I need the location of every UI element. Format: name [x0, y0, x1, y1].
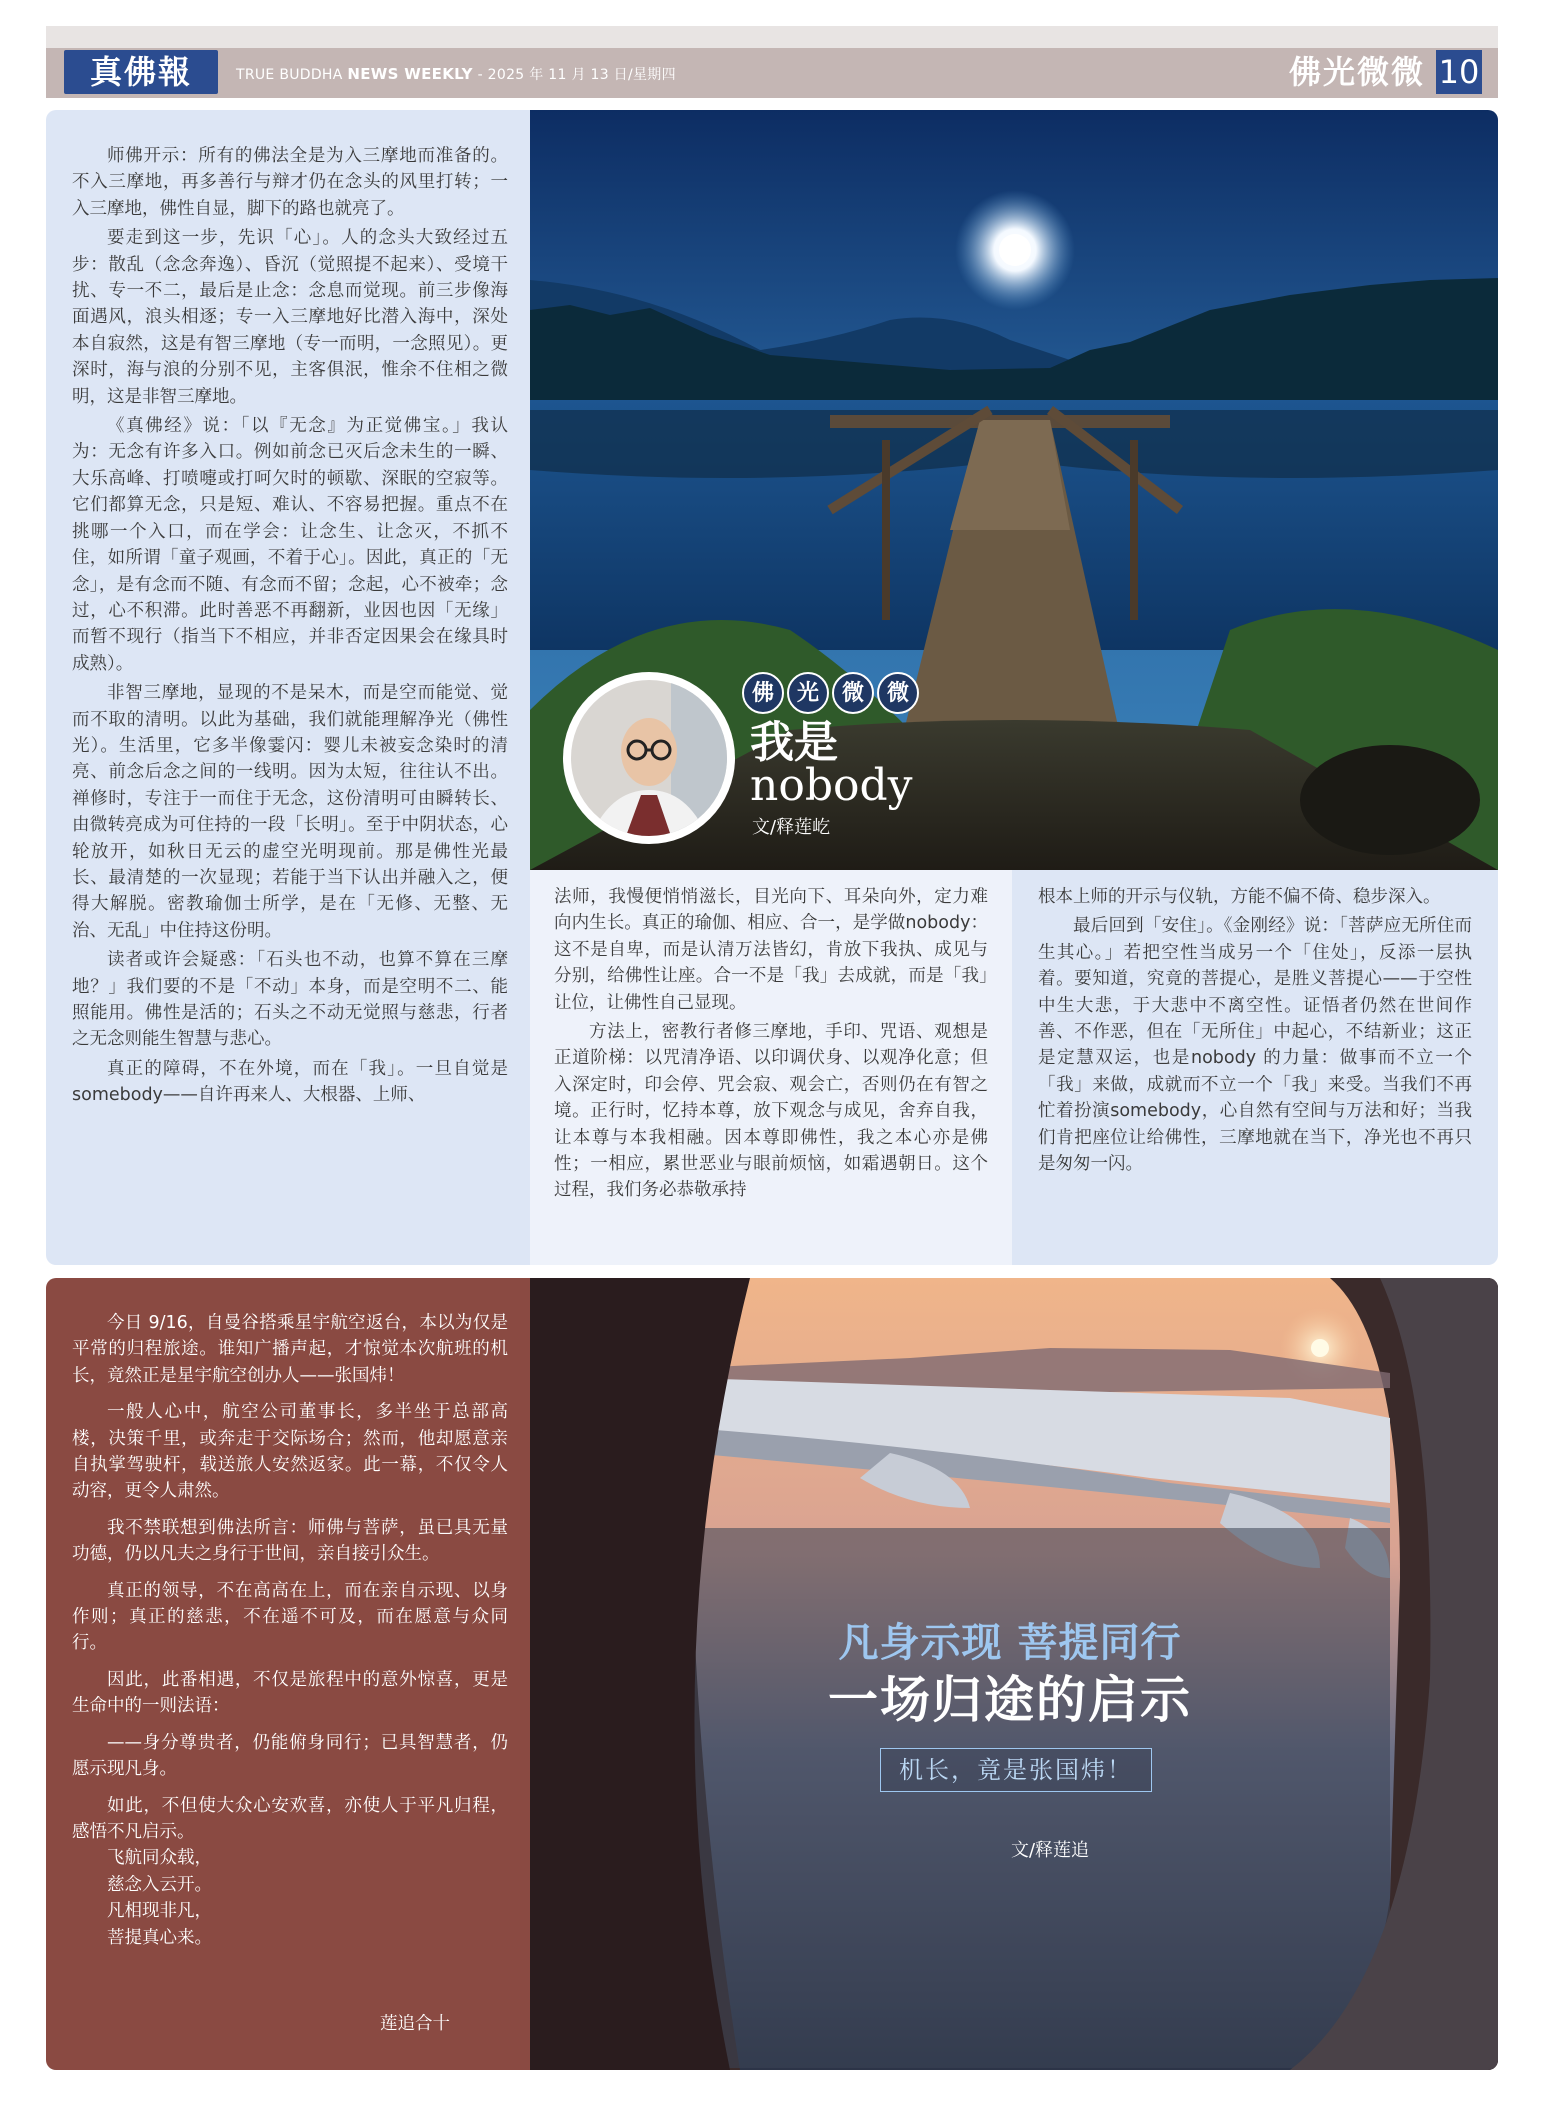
- paragraph: 非智三摩地，显现的不是呆木，而是空而能觉、觉而不取的清明。以此为基础，我们就能理解净光（佛性光）。生活里，它多半像霎闪：婴儿未被妄念染时的清亮、前念后念之间的一线明。因为太短，往往认不出。禅修时，专注于一而住于无念，这份清明可由瞬转长、由微转亮成为可住持的一段「长明」。至于中阴状态，心轮放开，如秋日无云的虚空光明现前。那是佛性光最长、最清楚的一次显现；若能于当下认出并融入之，便得大解脱。密教瑜伽士所学，是在「无修、无整、无治、无乱」中住持这份明。: [72, 683, 508, 941]
- paragraph: 真正的领导，不在高高在上，而在亲自示现、以身作则；真正的慈悲，不在遥不可及，而在愿意与众同行。: [72, 1580, 508, 1654]
- article2-author: 文/释莲追: [1010, 1840, 1090, 1861]
- paragraph: 方法上，密教行者修三摩地，手印、咒语、观想是正道阶梯：以咒清净语、以印调伏身、以观净化意；但入深定时，印会停、咒会寂、观会亡，否则仍在有智之境。正行时，忆持本尊，放下观念与成见，舍弃自我，让本尊与本我相融。因本尊即佛性，我之本心亦是佛性；一相应，累世恶业与眼前烦恼，如霜遇朝日。这个过程，我们务必恭敬承持: [554, 1022, 988, 1201]
- poem-line: 飞航同众载，: [107, 1848, 212, 1869]
- poem-line: 菩提真心来。: [107, 1927, 212, 1948]
- series-badges: [742, 672, 922, 714]
- article1-column-2: [554, 884, 988, 1204]
- series-badge: 光: [787, 672, 829, 714]
- paragraph: 法师，我慢便悄悄滋长，目光向下、耳朵向外，定力难向内生长。真正的瑜伽、相应、合一，是学做nobody：这不是自卑，而是认清万法皆幻，肯放下我执、成见与分别，给佛性让座。合一不是「我」去成就，而是「我」让位，让佛性自己显现。: [554, 887, 988, 1013]
- poem-line: 凡相现非凡，: [107, 1901, 212, 1922]
- article2-subtitle: 机长，竟是张国炜！: [880, 1748, 1152, 1792]
- article1-title-line2: nobody: [750, 760, 913, 811]
- paragraph: 读者或许会疑惑：「石头也不动，也算不算在三摩地？」我们要的不是「不动」本身，而是空明不二、能照能用。佛性是活的；石头之不动无觉照与慈悲，行者之无念则能生智慧与悲心。: [72, 950, 508, 1050]
- article2-title-line1: 凡身示现 菩提同行: [838, 1619, 1182, 1666]
- article2-signature: 莲追合十: [380, 2014, 450, 2034]
- series-badge: 微: [877, 672, 919, 714]
- paragraph: 如此，不但使大众心安欢喜，亦使人于平凡归程，感悟不凡启示。: [72, 1795, 508, 1842]
- paragraph: 因此，此番相遇，不仅是旅程中的意外惊喜，更是生命中的一则法语：: [72, 1669, 508, 1717]
- paragraph: 根本上师的开示与仪轨，方能不偏不倚、稳步深入。: [1038, 887, 1441, 907]
- paragraph: ——身分尊贵者，仍能俯身同行；已具智慧者，仍愿示现凡身。: [72, 1732, 508, 1780]
- paragraph: 最后回到「安住」。《金刚经》说：「菩萨应无所住而生其心。」若把空性当成另一个「住处」，反添一层执着。要知道，究竟的菩提心，是胜义菩提心——于空性中生大悲，于大悲中不离空性。证悟者仍然在世间作善、不作恶，但在「无所住」中起心，不结新业；这正是定慧双运，也是nobody 的力量：做事而不立一个「我」来做，成就而不立一个「我」来受。当我们不再忙着扮演somebody，心自然有空间与万法和好；当我们肯把座位让给佛性，三摩地就在当下，净光也不再只是匆匆一闪。: [1038, 916, 1472, 1175]
- paragraph: 真正的障碍，不在外境，而在「我」。一旦自觉是somebody——自许再来人、大根器、上师、: [72, 1058, 508, 1106]
- paragraph: 《真佛经》说：「以『无念』为正觉佛宝。」我认为：无念有许多入口。例如前念已灭后念未生的一瞬、大乐高峰、打喷嚏或打呵欠时的顿歇、深眠的空寂等。它们都算无念，只是短、难认、不容易把握。重点不在挑哪一个入口，而在学会：让念生、让念灭，不抓不住，如所谓「童子观画，不着于心」。因此，真正的「无念」，是有念而不随、有念而不留；念起，心不被牵；念过，心不积滞。此时善恶不再翻新，业因也因「无缘」而暂不现行（指当下不相应，并非否定因果会在缘具时成熟）。: [72, 416, 508, 674]
- masthead-bold: NEWS WEEKLY: [347, 65, 473, 83]
- masthead: [236, 64, 676, 84]
- newspaper-logo: 真佛報: [64, 50, 218, 94]
- article1-column-3: [1038, 884, 1472, 1177]
- series-badge: 佛: [742, 672, 784, 714]
- article2-title-line2: 一场归途的启示: [828, 1670, 1192, 1729]
- paragraph: 师佛开示：所有的佛法全是为入三摩地而准备的。不入三摩地，再多善行与辩才仍在念头的风里打转；一入三摩地，佛性自显，脚下的路也就亮了。: [72, 146, 508, 219]
- paragraph: 我不禁联想到佛法所言：师佛与菩萨，虽已具无量功德，仍以凡夫之身行于世间，亲自接引众生。: [72, 1517, 508, 1565]
- article1-author: 文/释莲屹: [752, 817, 831, 838]
- author-portrait-illustration: [571, 680, 727, 836]
- article1-column-1: [72, 143, 508, 1109]
- masthead-date: - 2025 年 11 月 13 日/星期四: [472, 67, 676, 83]
- poem-line: 慈念入云开。: [107, 1874, 212, 1895]
- paragraph: 今日 9/16，自曼谷搭乘星宇航空返台，本以为仅是平常的归程旅途。谁知广播声起，才惊觉本次航班的机长，竟然正是星宇航空创办人——张国炜！: [72, 1313, 508, 1386]
- series-badge: 微: [832, 672, 874, 714]
- paragraph: 一般人心中，航空公司董事长，多半坐于总部高楼，决策千里，或奔走于交际场合；然而，他却愿意亲自执掌驾驶杆，载送旅人安然返家。此一幕，不仅令人动容，更令人肃然。: [72, 1402, 508, 1502]
- article1-title-line1: 我是: [750, 717, 838, 768]
- paragraph: 要走到这一步，先识「心」。人的念头大致经过五步：散乱（念念奔逸）、昏沉（觉照提不起来）、受境干扰、专一不二，最后是止念：念息而觉现。前三步像海面遇风，浪头相逐；专一入三摩地好比潜入海中，深处本自寂然，这是有智三摩地（专一而明，一念照见）。更深时，海与浪的分别不见，主客俱泯，惟余不住相之微明，这是非智三摩地。: [72, 228, 508, 407]
- masthead-prefix: TRUE BUDDHA: [236, 67, 348, 83]
- header-top-strip: [46, 26, 1498, 48]
- author-portrait: [571, 680, 727, 836]
- article2-column: [72, 1310, 508, 1951]
- section-title: 佛光微微: [1288, 53, 1425, 91]
- page-number: 10: [1436, 50, 1482, 94]
